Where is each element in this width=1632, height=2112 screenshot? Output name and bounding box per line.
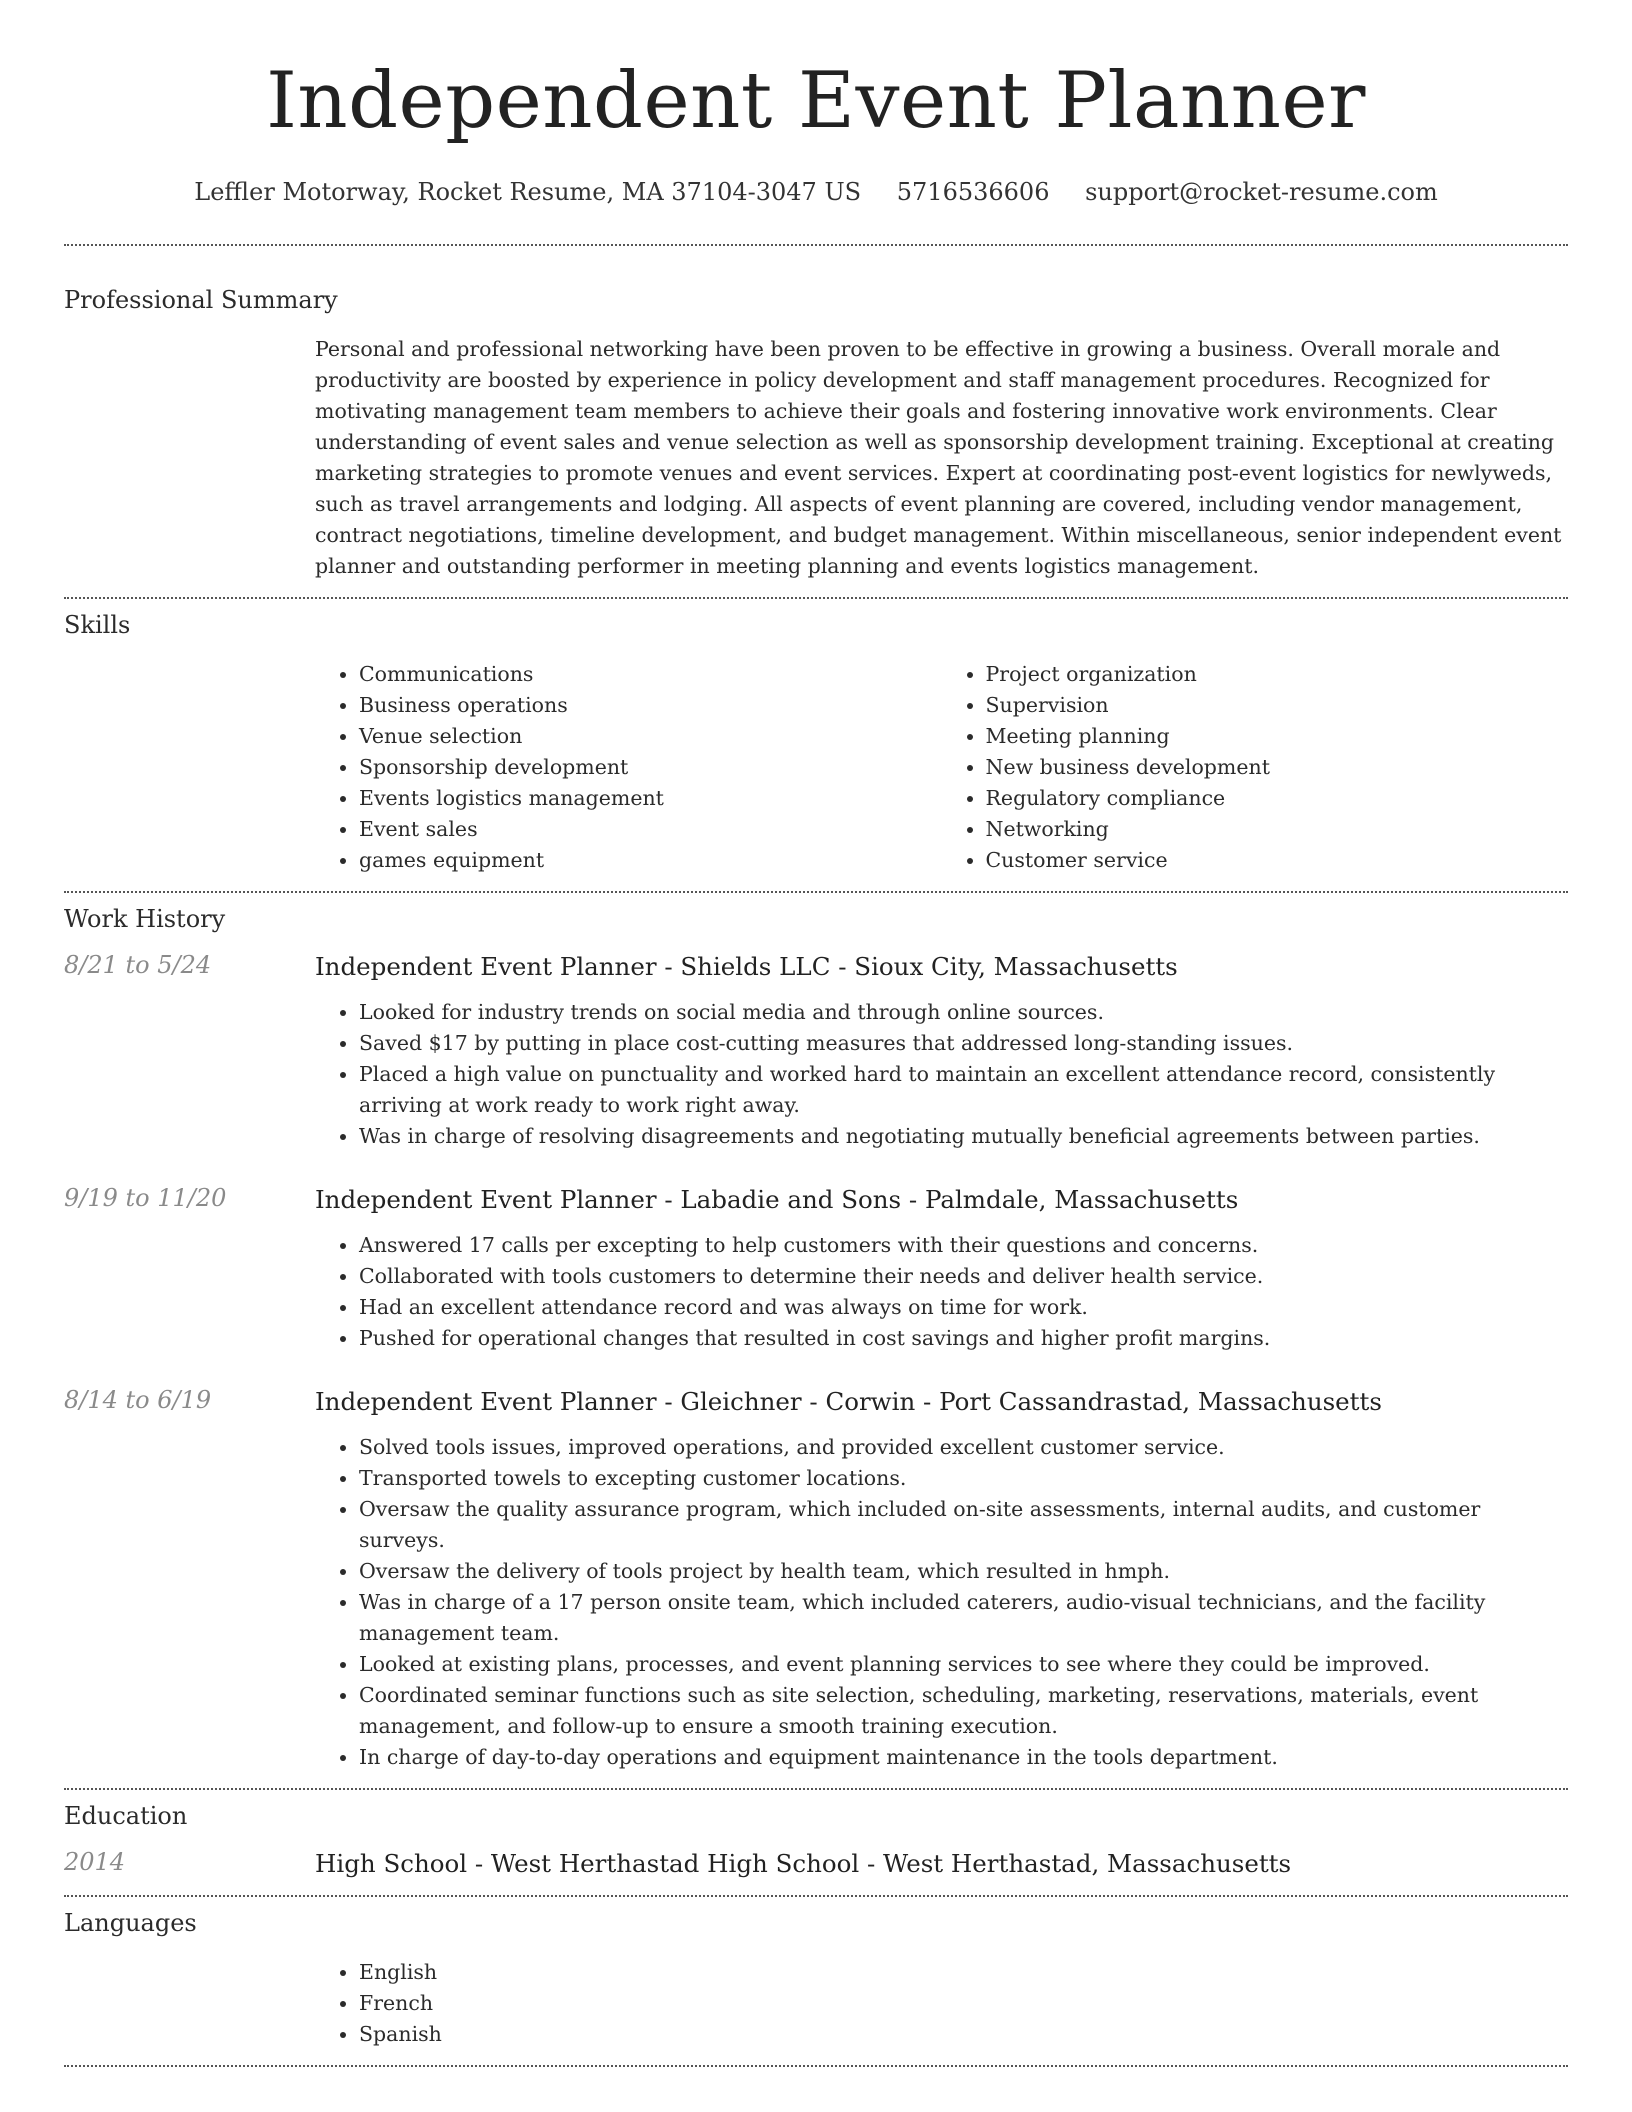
job-bullet: • Oversaw the delivery of tools project by health team, which resulted in hmph.: [359, 1556, 1568, 1587]
skills-section: [64, 611, 1568, 876]
job-details: [315, 1230, 1568, 1354]
skill-item: • Sponsorship development: [359, 752, 942, 783]
section-title-summary: Professional Summary: [64, 286, 338, 314]
skills-list-left: [315, 659, 942, 876]
job-entry: [64, 951, 1568, 1152]
divider: [64, 244, 1568, 246]
job-bullet: • Transported towels to excepting customer locations.: [359, 1463, 1568, 1494]
language-item: • French: [359, 1988, 1568, 2019]
job-bullet: • Solved tools issues, improved operations, and provided excellent customer service.: [359, 1432, 1568, 1463]
skills-grid: [315, 659, 1568, 876]
education-heading: High School - West Herthastad High School - West Herthastad, Massachusetts: [315, 1849, 1292, 1878]
skill-item: • New business development: [986, 752, 1569, 783]
job-bullet: • Was in charge of resolving disagreements and negotiating mutually beneficial agreements between parties.: [359, 1121, 1568, 1152]
job-details: [315, 997, 1568, 1152]
divider: [64, 1895, 1568, 1897]
skill-item: • Regulatory compliance: [986, 783, 1569, 814]
education-year: 2014: [64, 1848, 126, 1876]
skill-item: • Supervision: [986, 690, 1569, 721]
contact-phone: 5716536606: [896, 178, 1050, 206]
job-entry: [64, 1184, 1568, 1354]
language-item: • Spanish: [359, 2019, 1568, 2050]
education-entry: [64, 1848, 1568, 1880]
job-bullet: • Collaborated with tools customers to determine their needs and deliver health service.: [359, 1261, 1568, 1292]
skill-item: • games equipment: [359, 845, 942, 876]
job-bullets: [315, 1432, 1568, 1773]
divider: [64, 891, 1568, 893]
summary-content: [315, 334, 1568, 582]
job-heading: Independent Event Planner - Labadie and Sons - Palmdale, Massachusetts: [315, 1185, 1239, 1214]
summary-section: [64, 286, 1568, 582]
contact-line: [64, 178, 1568, 206]
work-history-section: [64, 905, 1568, 1773]
job-bullet: • Coordinated seminar functions such as site selection, scheduling, marketing, reservations, materials, event management, and follow-up to ensure a smooth training execution.: [359, 1680, 1568, 1742]
divider: [64, 597, 1568, 599]
education-section: [64, 1802, 1568, 1880]
candidate-name: Independent Event Planner: [266, 56, 1366, 146]
job-bullets: [315, 1230, 1568, 1354]
job-dates: 9/19 to 11/20: [64, 1184, 227, 1212]
job-bullet: • Was in charge of a 17 person onsite team, which included caterers, audio-visual technicians, and the facility management team.: [359, 1587, 1568, 1649]
skill-item: • Project organization: [986, 659, 1569, 690]
job-bullet: • Pushed for operational changes that resulted in cost savings and higher profit margins.: [359, 1323, 1568, 1354]
job-bullet: • Saved $17 by putting in place cost-cutting measures that addressed long-standing issues.: [359, 1028, 1568, 1059]
skill-item: • Communications: [359, 659, 942, 690]
job-bullet: • Looked at existing plans, processes, and event planning services to see where they could be improved.: [359, 1649, 1568, 1680]
job-bullet: • Looked for industry trends on social media and through online sources.: [359, 997, 1568, 1028]
job-details: [315, 1432, 1568, 1773]
section-title-work: Work History: [64, 905, 226, 933]
job-bullet: • Answered 17 calls per excepting to help customers with their questions and concerns.: [359, 1230, 1568, 1261]
contact-email: support@rocket-resume.com: [1085, 178, 1438, 206]
skill-item: • Meeting planning: [986, 721, 1569, 752]
languages-list: [315, 1957, 1568, 2050]
languages-content: [315, 1957, 1568, 2050]
skill-item: • Venue selection: [359, 721, 942, 752]
section-title-skills: Skills: [64, 611, 131, 639]
section-title-education: Education: [64, 1802, 188, 1830]
job-dates: 8/14 to 6/19: [64, 1386, 212, 1414]
job-bullet: • Had an excellent attendance record and was always on time for work.: [359, 1292, 1568, 1323]
languages-section: [64, 1909, 1568, 2050]
job-bullet: • Oversaw the quality assurance program, which included on-site assessments, internal audits, and customer surveys.: [359, 1494, 1568, 1556]
job-heading: Independent Event Planner - Gleichner - Corwin - Port Cassandrastad, Massachusetts: [315, 1387, 1382, 1416]
skill-item: • Business operations: [359, 690, 942, 721]
job-bullets: [315, 997, 1568, 1152]
job-dates: 8/21 to 5/24: [64, 951, 212, 979]
section-title-languages: Languages: [64, 1909, 197, 1937]
resume-page: [64, 0, 1568, 2067]
skill-item: • Networking: [986, 814, 1569, 845]
divider: [64, 1788, 1568, 1790]
language-item: • English: [359, 1957, 1568, 1988]
skills-list-right: [942, 659, 1569, 876]
job-bullet: • In charge of day-to-day operations and equipment maintenance in the tools department.: [359, 1742, 1568, 1773]
summary-text: Personal and professional networking have been proven to be effective in growing a business. Overall morale and productivity are boosted by experience in policy development and staff management procedures. Recognized for motivating management team members to achieve their goals and fostering innovative work environments. Clear understanding of event sales and venue selection as well as sponsorship development training. Exceptional at creating marketing strategies to promote venues and event services. Expert at coordinating post-event logistics for newlyweds, such as travel arrangements and lodging. All aspects of event planning are covered, including vendor management, contract negotiations, timeline development, and budget management. Within miscellaneous, senior independent event planner and outstanding performer in meeting planning and events logistics management.: [315, 337, 1562, 578]
skill-item: • Events logistics management: [359, 783, 942, 814]
job-bullet: • Placed a high value on punctuality and worked hard to maintain an excellent attendance record, consistently arriving at work ready to work right away.: [359, 1059, 1568, 1121]
contact-address: Leffler Motorway, Rocket Resume, MA 37104-3047 US: [194, 178, 862, 206]
skill-item: • Event sales: [359, 814, 942, 845]
job-heading: Independent Event Planner - Shields LLC - Sioux City, Massachusetts: [315, 952, 1178, 981]
job-entry: [64, 1386, 1568, 1773]
divider: [64, 2065, 1568, 2067]
skill-item: • Customer service: [986, 845, 1569, 876]
